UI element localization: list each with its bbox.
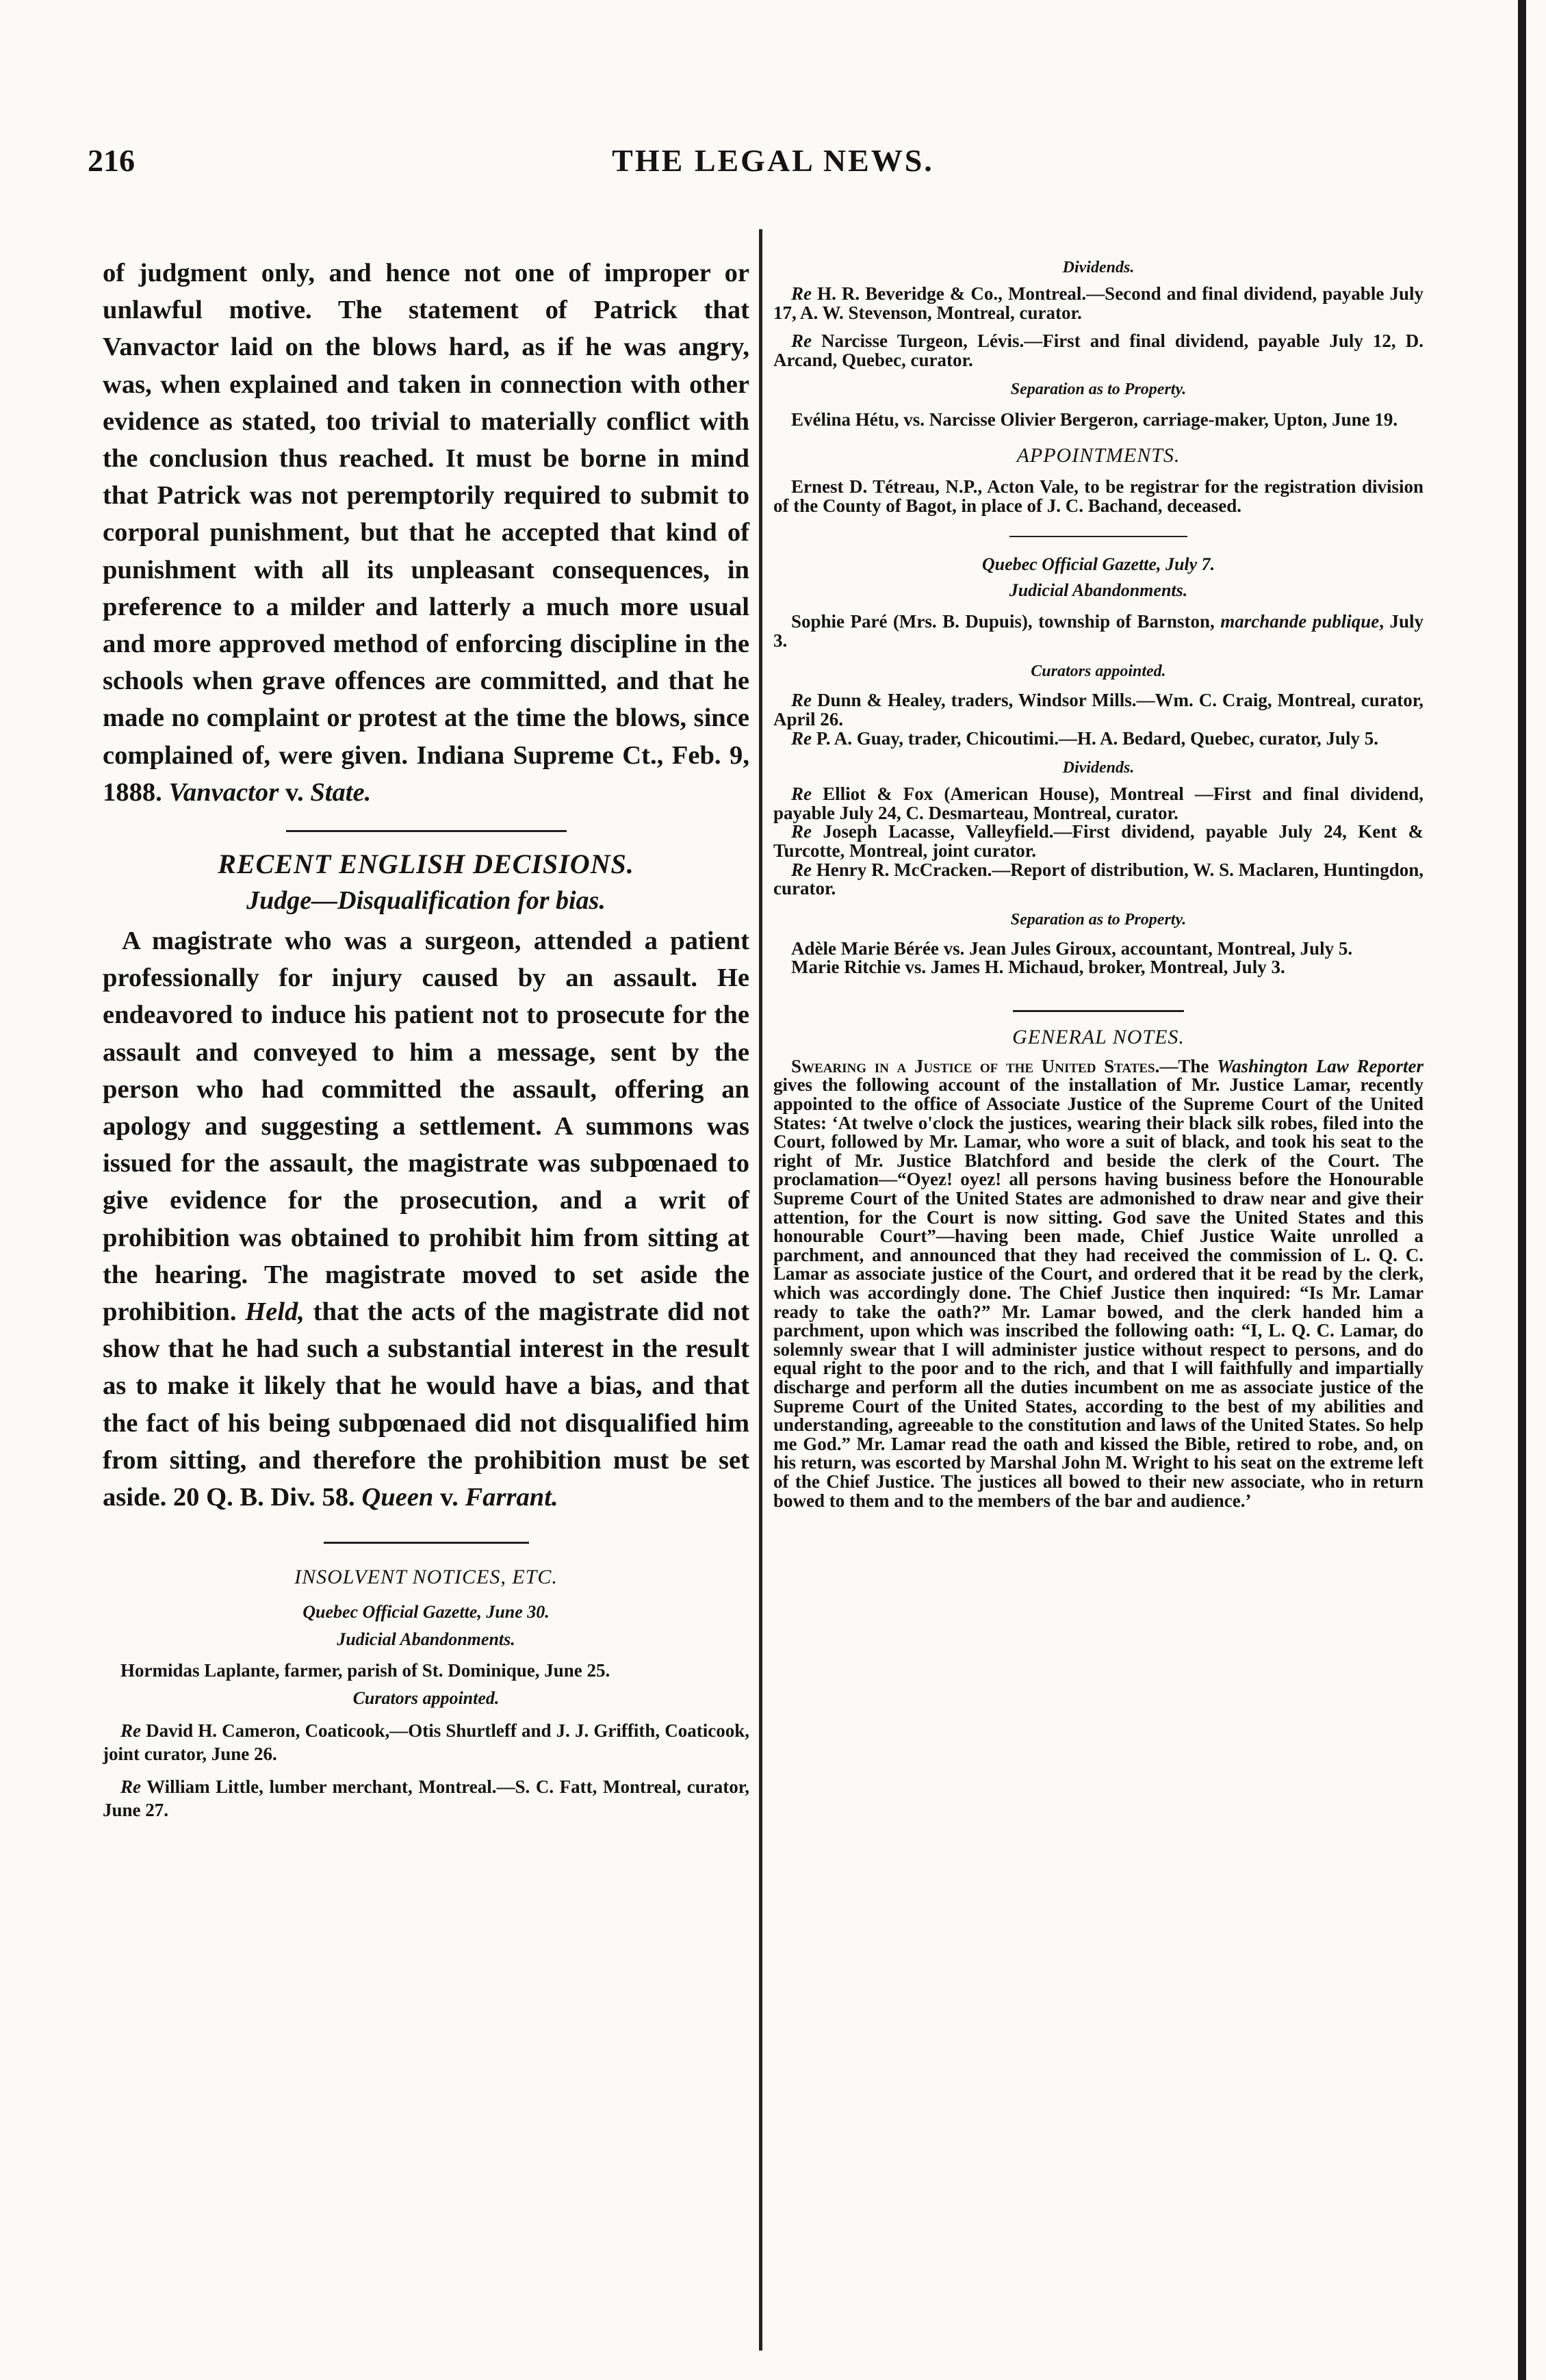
separation-subheading: Separation as to Property.: [1010, 380, 1187, 399]
mccracken-notice: Re Henry R. McCracken.—Report of distribution, W. S. Maclaren, Huntingdon, curator.: [773, 859, 1423, 899]
judicial-abandonments-subheading: Judicial Abandonments.: [1009, 580, 1188, 601]
curators-appointed-subheading: Curators appointed.: [1031, 662, 1166, 681]
section-rule: [1013, 1010, 1184, 1012]
magistrate-paragraph: A magistrate who was a surgeon, attended a patient professionally for injury caused by an assault. He endeavored to induce his patient not to prosecute for the assault and conveyed to him a message, sent by the person who had committed the assault, offering an apology and suggesting a settlement. A summons was issued for the assault, the magistrate was subpœnaed to give evidence for the prosecution, and a writ of prohibition was obtained to prohibit him from sitting at the hearing. The magistrate moved to set aside the prohibition. Held, that the acts of the magistrate did not show that he had such a substantial interest in the result as to make it likely that he would have a bias, and that the fact of his being subpœnaed did not disqualified him from sitting, and therefore the prohibition must be set aside. 20 Q. B. Div. 58. Queen v. Farrant.: [103, 927, 749, 1512]
judge-disqualification-subheading: Judge—Disqualification for bias.: [246, 886, 606, 916]
page-edge: [1518, 0, 1526, 2380]
gazette-date-july: Quebec Official Gazette, July 7.: [981, 554, 1215, 575]
dunn-notice: Re Dunn & Healey, traders, Windsor Mills.—Wm. C. Craig, Montreal, curator, April 26.: [773, 690, 1423, 729]
beveridge-notice: Re H. R. Beveridge & Co., Montreal.—Second and final dividend, payable July 17, A. W. Stevenson, Montreal, curator.: [773, 283, 1423, 323]
page-number: 216: [88, 143, 135, 178]
section-rule: [324, 1542, 529, 1544]
hetu-notice: Evélina Hétu, vs. Narcisse Olivier Bergeron, carriage-maker, Upton, June 19.: [791, 409, 1398, 430]
appointments-heading: APPOINTMENTS.: [1016, 443, 1181, 467]
cameron-notice: Re David H. Cameron, Coaticook,—Otis Shurtleff and J. J. Griffith, Coaticook, joint curator, June 26.: [103, 1720, 749, 1765]
lacasse-notice: Re Joseph Lacasse, Valleyfield.—First dividend, payable July 24, Kent & Turcotte, Montreal, joint curator.: [773, 821, 1423, 861]
section-rule: [286, 830, 567, 832]
curators-appointed-subheading: Curators appointed.: [352, 1688, 500, 1709]
beree-notice: Adèle Marie Bérée vs. Jean Jules Giroux, accountant, Montreal, July 5.: [791, 937, 1353, 959]
ritchie-notice: Marie Ritchie vs. James H. Michaud, broker, Montreal, July 3.: [791, 957, 1285, 978]
right-column: [773, 255, 1423, 1510]
little-notice: Re William Little, lumber merchant, Montreal.—S. C. Fatt, Montreal, curator, June 27.: [103, 1776, 749, 1821]
column-divider: [759, 229, 762, 2351]
turgeon-notice: Re Narcisse Turgeon, Lévis.—First and final dividend, payable July 12, D. Arcand, Quebec, curator.: [773, 331, 1423, 370]
running-head: THE LEGAL NEWS.: [612, 143, 934, 178]
general-notes-heading: GENERAL NOTES.: [1012, 1025, 1185, 1048]
insolvent-notices-heading: INSOLVENT NOTICES, ETC.: [294, 1566, 558, 1589]
guay-notice: Re P. A. Guay, trader, Chicoutimi.—H. A. Bedard, Quebec, curator, July 5.: [791, 727, 1379, 749]
gazette-date: Quebec Official Gazette, June 30.: [302, 1602, 550, 1622]
dividends-subheading: Dividends.: [1062, 759, 1135, 777]
judicial-abandonments-subheading: Judicial Abandonments.: [337, 1629, 515, 1650]
separation-subheading: Separation as to Property.: [1010, 910, 1187, 929]
laplante-notice: Hormidas Laplante, farmer, parish of St. Dominique, June 25.: [120, 1660, 610, 1681]
elliot-notice: Re Elliot & Fox (American House), Montreal —First and final dividend, payable July 24, C. Desmarteau, Montreal, curator.: [773, 784, 1423, 823]
pare-notice: Sophie Paré (Mrs. B. Dupuis), township of Barnston, marchande publique, July 3.: [773, 611, 1423, 651]
general-notes-paragraph: Swearing in a Justice of the United States.—The Washington Law Reporter gives the following account of the installation of Mr. Justice Lamar, recently appointed to the office of Associate Justice of the Supreme Court of the United States: ‘At twelve o'clock the justices, wearing their black silk robes, filed into the Court, followed by Mr. Lamar, who wore a suit of black, and took his seat to the right of Mr. Justice Blatchford and beside the clerk of the Court. The proclamation—“Oyez! oyez! all persons having business before the Honourable Supreme Court of the United States are admonished to draw near and give their attention, for the Court is now sitting. God save the United States and this honourable Court”—having been made, Chief Justice Waite unrolled a parchment, and announced that they had received the commission of L. Q. C. Lamar as associate justice of the Court, and ordered that it be read by the clerk, which was accordingly done. The Chief Justice then inquired: “Is Mr. Lamar ready to take the oath?” Mr. Lamar bowed, and the clerk handed him a parchment, upon which was inscribed the following oath: “I, L. Q. C. Lamar, do solemnly swear that I will administer justice without respect to persons, and do equal right to the poor and to the rich, and that I will faithfully and impartially discharge and perform all the duties incumbent on me as associate justice of the Supreme Court of the United States, according to the best of my abilities and understanding, agreeable to the constitution and laws of the United States. So help me God.” Mr. Lamar read the oath and kissed the Bible, retired to robe, and, on his return, was escorted by Marshal John M. Wright to his seat on the extreme left of the Chief Justice. The justices all bowed to their new associate, who in return bowed to them and to the members of the bar and audience.’: [773, 1055, 1423, 1511]
recent-english-decisions-heading: RECENT ENGLISH DECISIONS.: [218, 849, 634, 880]
section-rule: [1009, 536, 1187, 537]
left-column: [103, 255, 749, 1822]
dividends-subheading: Dividends.: [1062, 259, 1135, 276]
tetreau-notice: Ernest D. Tétreau, N.P., Acton Vale, to be registrar for the registration division of the County of Bagot, in place of J. C. Bachand, deceased.: [773, 476, 1423, 516]
vanvactor-paragraph: of judgment only, and hence not one of improper or unlawful motive. The statement of Patrick that Vanvactor laid on the blows hard, as if he was angry, was, when explained and taken in connection with other evidence as stated, too trivial to materially conflict with the conclusion thus reached. It must be borne in mind that Patrick was not peremptorily required to submit to corporal punishment, but that he accepted that kind of punishment with all its unpleasant consequences, in preference to a milder and latterly a much more usual and more approved method of enforcing discipline in the schools when grave offences are committed, and that he made no complaint or protest at the time the blows, since complained of, were given. Indiana Supreme Ct., Feb. 9, 1888. Vanvactor v. State.: [103, 259, 749, 807]
